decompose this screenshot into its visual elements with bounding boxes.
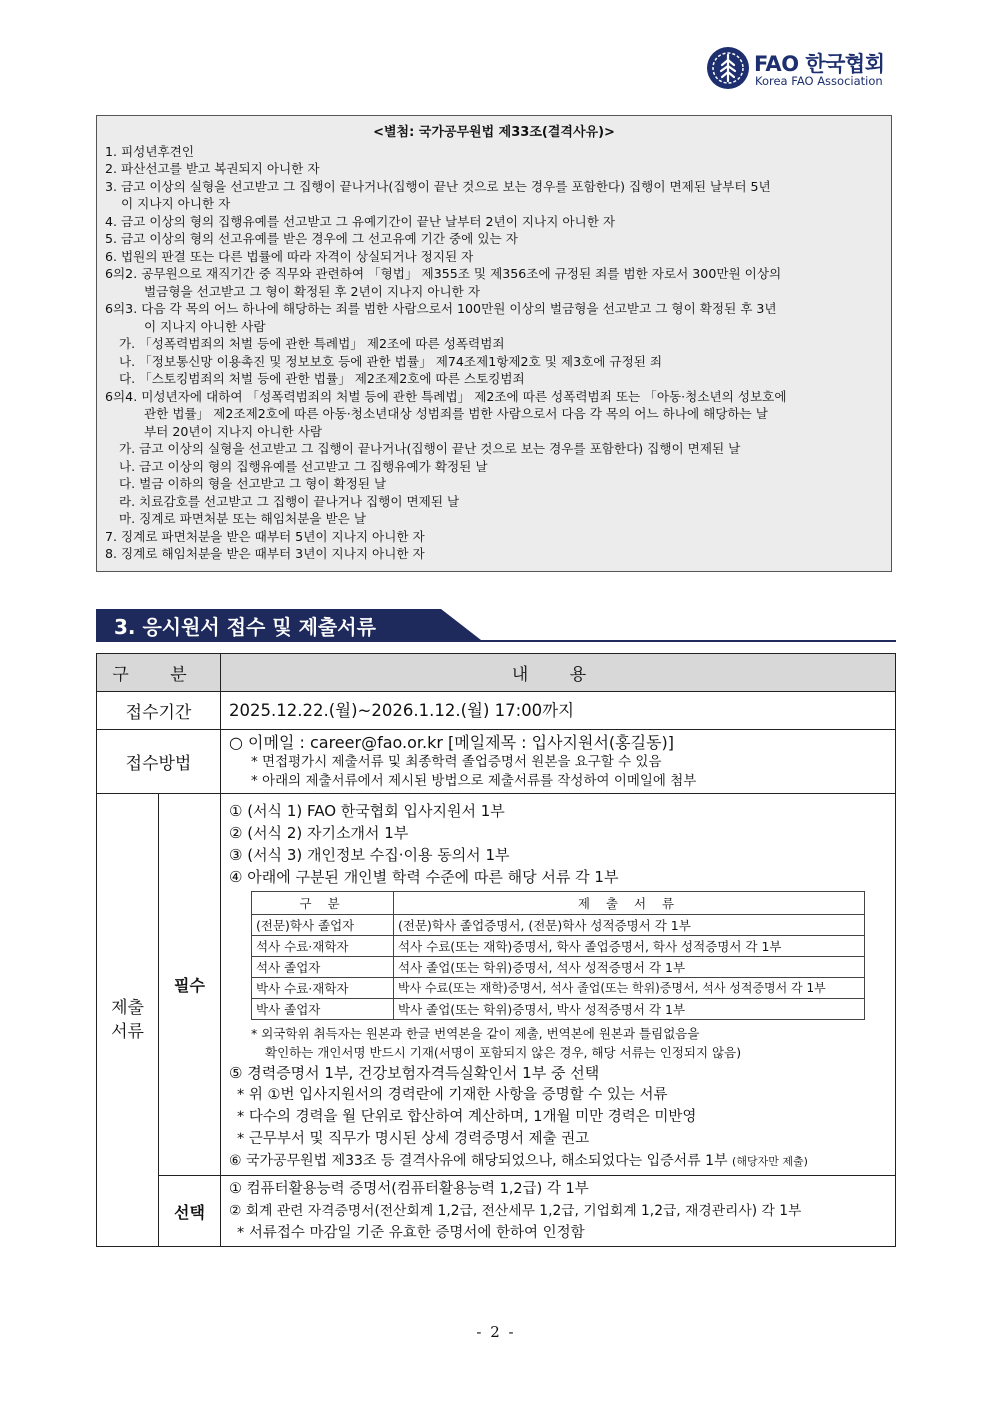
method-content	[221, 730, 896, 794]
required-item-5: ⑤ 경력증명서 1부, 건강보험자격득실확인서 1부 중 선택	[229, 1064, 600, 1082]
annex-line: 부터 20년이 지나지 아니한 사람	[144, 423, 323, 439]
annex-line: 가. 금고 이상의 실형을 선고받고 그 집행이 끝나거나(집행이 끝난 것으로 보는 경우를 포함한다) 집행이 면제된 날	[119, 441, 741, 456]
annex-box	[96, 115, 892, 572]
annex-line: 나. 금고 이상의 형의 집행유예를 선고받고 그 집행유예가 확정된 날	[119, 458, 488, 474]
annex-line: 6의3. 다음 각 목의 어느 하나에 해당하는 죄를 범한 사람으로서 100만원 이상의 벌금형을 선고받고 그 형이 확정된 후 3년	[105, 301, 777, 316]
required-content	[221, 794, 896, 1176]
annex-line: 라. 치료감호를 선고받고 그 집행이 끝나거나 집행이 면제된 날	[119, 493, 460, 509]
annex-line: 마. 징계로 파면처분 또는 해임처분을 받은 날	[119, 511, 367, 526]
inner-cell-category: (전문)학사 졸업자	[252, 915, 394, 936]
annex-line: 1. 피성년후견인	[105, 143, 195, 159]
required-label: 필수	[159, 794, 221, 1176]
period-label: 접수기간	[97, 692, 221, 730]
foreign-degree-note: * 외국학위 취득자는 원본과 한글 번역본을 같이 제출, 번역본에 원본과 틀림없음을	[251, 1026, 700, 1041]
inner-cell-category: 박사 졸업자	[252, 999, 394, 1020]
degree-documents-table	[251, 891, 865, 1020]
required-item-6	[229, 1150, 887, 1173]
inner-cell-documents: 석사 졸업(또는 학위)증명서, 석사 성적증명서 각 1부	[394, 957, 865, 978]
annex-title: <별첨: 국가공무원법 제33조(결격사유)>	[373, 125, 615, 140]
method-note: * 아래의 제출서류에서 제시된 방법으로 제출서류를 작성하여 이메일에 첨부	[251, 773, 697, 789]
method-email-line: ○ 이메일 : career@fao.or.kr [메일제목 : 입사지원서(홍길동)]	[229, 733, 675, 752]
table-row	[252, 915, 865, 936]
section-header	[96, 608, 496, 642]
annex-line: 7. 징계로 파면처분을 받은 때부터 5년이 지나지 아니한 자	[105, 528, 425, 544]
inner-header-documents: 제 출 서 류	[394, 892, 865, 915]
required-item: ③ (서식 3) 개인정보 수집·이용 동의서 1부	[229, 846, 510, 864]
inner-cell-category: 박사 수료·재학자	[252, 978, 394, 999]
optional-item: ② 회계 관련 자격증명서(전산회계 1,2급, 전산세무 1,2급, 기업회계 1,2급, 재경관리사) 각 1부	[229, 1203, 802, 1219]
optional-label: 선택	[159, 1176, 221, 1247]
table-row-required	[97, 794, 896, 1176]
header-content: 내 용	[221, 654, 896, 692]
period-value: 2025.12.22.(월)~2026.1.12.(월) 17:00까지	[221, 692, 896, 730]
inner-header-category: 구 분	[252, 892, 394, 915]
table-row-method	[97, 730, 896, 794]
annex-line: 이 지나지 아니한 사람	[144, 318, 266, 334]
annex-line: 3. 금고 이상의 실형을 선고받고 그 집행이 끝나거나(집행이 끝난 것으로 보는 경우를 포함한다) 집행이 면제된 날부터 5년	[105, 178, 771, 194]
optional-content	[221, 1176, 896, 1247]
item5-note: * 위 ①번 입사지원서의 경력란에 기재한 사항을 증명할 수 있는 서류	[237, 1087, 668, 1103]
section-title: 3. 응시원서 접수 및 제출서류	[114, 615, 376, 639]
annex-line: 5. 금고 이상의 형의 선고유예를 받은 경우에 그 선고유예 기간 중에 있는 자	[105, 231, 518, 246]
optional-item: ① 컴퓨터활용능력 증명서(컴퓨터활용능력 1,2급) 각 1부	[229, 1181, 589, 1197]
annex-line: 관한 법률」 제2조제2호에 따른 아동·청소년대상 성범죄를 범한 사람으로서 다음 각 목의 어느 하나에 해당하는 날	[144, 406, 768, 421]
inner-header-row	[252, 892, 865, 915]
table-row	[252, 978, 865, 999]
annex-line: 가. 「성폭력범죄의 처벌 등에 관한 특례법」 제2조에 따른 성폭력범죄	[119, 336, 505, 351]
item5-note: * 다수의 경력을 월 단위로 합산하여 계산하며, 1개월 미만 경력은 미반영	[237, 1109, 697, 1125]
table-header-row	[97, 654, 896, 692]
logo-title: FAO 한국협회	[754, 52, 885, 76]
inner-cell-documents: (전문)학사 졸업증명서, (전문)학사 성적증명서 각 1부	[394, 915, 865, 936]
annex-line: 6의2. 공무원으로 재직기간 중 직무와 관련하여 「형법」 제355조 및 제356조에 규정된 죄를 범한 자로서 300만원 이상의	[105, 266, 782, 281]
inner-cell-documents: 박사 수료(또는 재학)증명서, 석사 졸업(또는 학위)증명서, 석사 성적증명서 각 1부	[394, 978, 865, 999]
annex-line: 이 지나지 아니한 자	[121, 196, 231, 211]
inner-cell-category: 석사 수료·재학자	[252, 936, 394, 957]
required-item: ④ 아래에 구분된 개인별 학력 수준에 따른 해당 서류 각 1부	[229, 868, 619, 886]
inner-cell-category: 석사 졸업자	[252, 957, 394, 978]
annex-line: 2. 파산선고를 받고 복권되지 아니한 자	[105, 161, 320, 176]
table-row-period	[97, 692, 896, 730]
table-row-optional	[97, 1176, 896, 1247]
inner-cell-documents: 박사 졸업(또는 학위)증명서, 박사 성적증명서 각 1부	[394, 999, 865, 1020]
inner-cell-documents: 석사 수료(또는 재학)증명서, 학사 졸업증명서, 학사 성적증명서 각 1부	[394, 936, 865, 957]
item6-text: ⑥ 국가공무원법 제33조 등 결격사유에 해당되었으나, 해소되었다는 입증서류 1부	[229, 1153, 728, 1169]
item6-note: (해당자만 제출)	[732, 1155, 808, 1168]
application-table	[96, 653, 896, 1247]
foreign-degree-note: 확인하는 개인서명 반드시 기재(서명이 포함되지 않은 경우, 해당 서류는 인정되지 않음)	[265, 1045, 742, 1060]
required-item: ② (서식 2) 자기소개서 1부	[229, 824, 409, 842]
header-category: 구 분	[97, 654, 221, 692]
fao-korea-logo	[706, 46, 896, 92]
page-number: - 2 -	[476, 1323, 516, 1341]
method-label: 접수방법	[97, 730, 221, 794]
annex-line: 다. 「스토킹범죄의 처벌 등에 관한 법률」 제2조제2호에 따른 스토킹범죄	[119, 371, 525, 386]
annex-line: 6의4. 미성년자에 대하여 「성폭력범죄의 처벌 등에 관한 특례법」 제2조에 따른 성폭력범죄 또는 「아동·청소년의 성보호에	[105, 388, 787, 404]
method-note: * 면접평가시 제출서류 및 최종학력 졸업증명서 원본을 요구할 수 있음	[251, 754, 662, 770]
annex-line: 다. 벌금 이하의 형을 선고받고 그 형이 확정된 날	[119, 476, 387, 491]
annex-line: 4. 금고 이상의 형의 집행유예를 선고받고 그 유예기간이 끝난 날부터 2년이 지나지 아니한 자	[105, 213, 616, 229]
annex-line: 6. 법원의 판결 또는 다른 법률에 따라 자격이 상실되거나 정지된 자	[105, 248, 474, 264]
table-row	[252, 936, 865, 957]
required-item: ① (서식 1) FAO 한국협회 입사지원서 1부	[229, 802, 505, 820]
annex-line: 나. 「정보통신망 이용촉진 및 정보보호 등에 관한 법률」 제74조제1항제2호 및 제3호에 규정된 죄	[119, 353, 663, 369]
item5-note: * 근무부서 및 직무가 명시된 상세 경력증명서 제출 권고	[237, 1131, 590, 1147]
logo-subtitle: Korea FAO Association	[755, 74, 883, 88]
table-row	[252, 957, 865, 978]
annex-line: 8. 징계로 해임처분을 받은 때부터 3년이 지나지 아니한 자	[105, 546, 425, 561]
table-row	[252, 999, 865, 1020]
fao-emblem-icon	[706, 46, 750, 90]
annex-line: 벌금형을 선고받고 그 형이 확정된 후 2년이 지나지 아니한 자	[144, 283, 481, 299]
optional-note: * 서류접수 마감일 기준 유효한 증명서에 한하여 인정함	[237, 1225, 585, 1241]
docs-label: 제출 서류	[97, 794, 159, 1247]
